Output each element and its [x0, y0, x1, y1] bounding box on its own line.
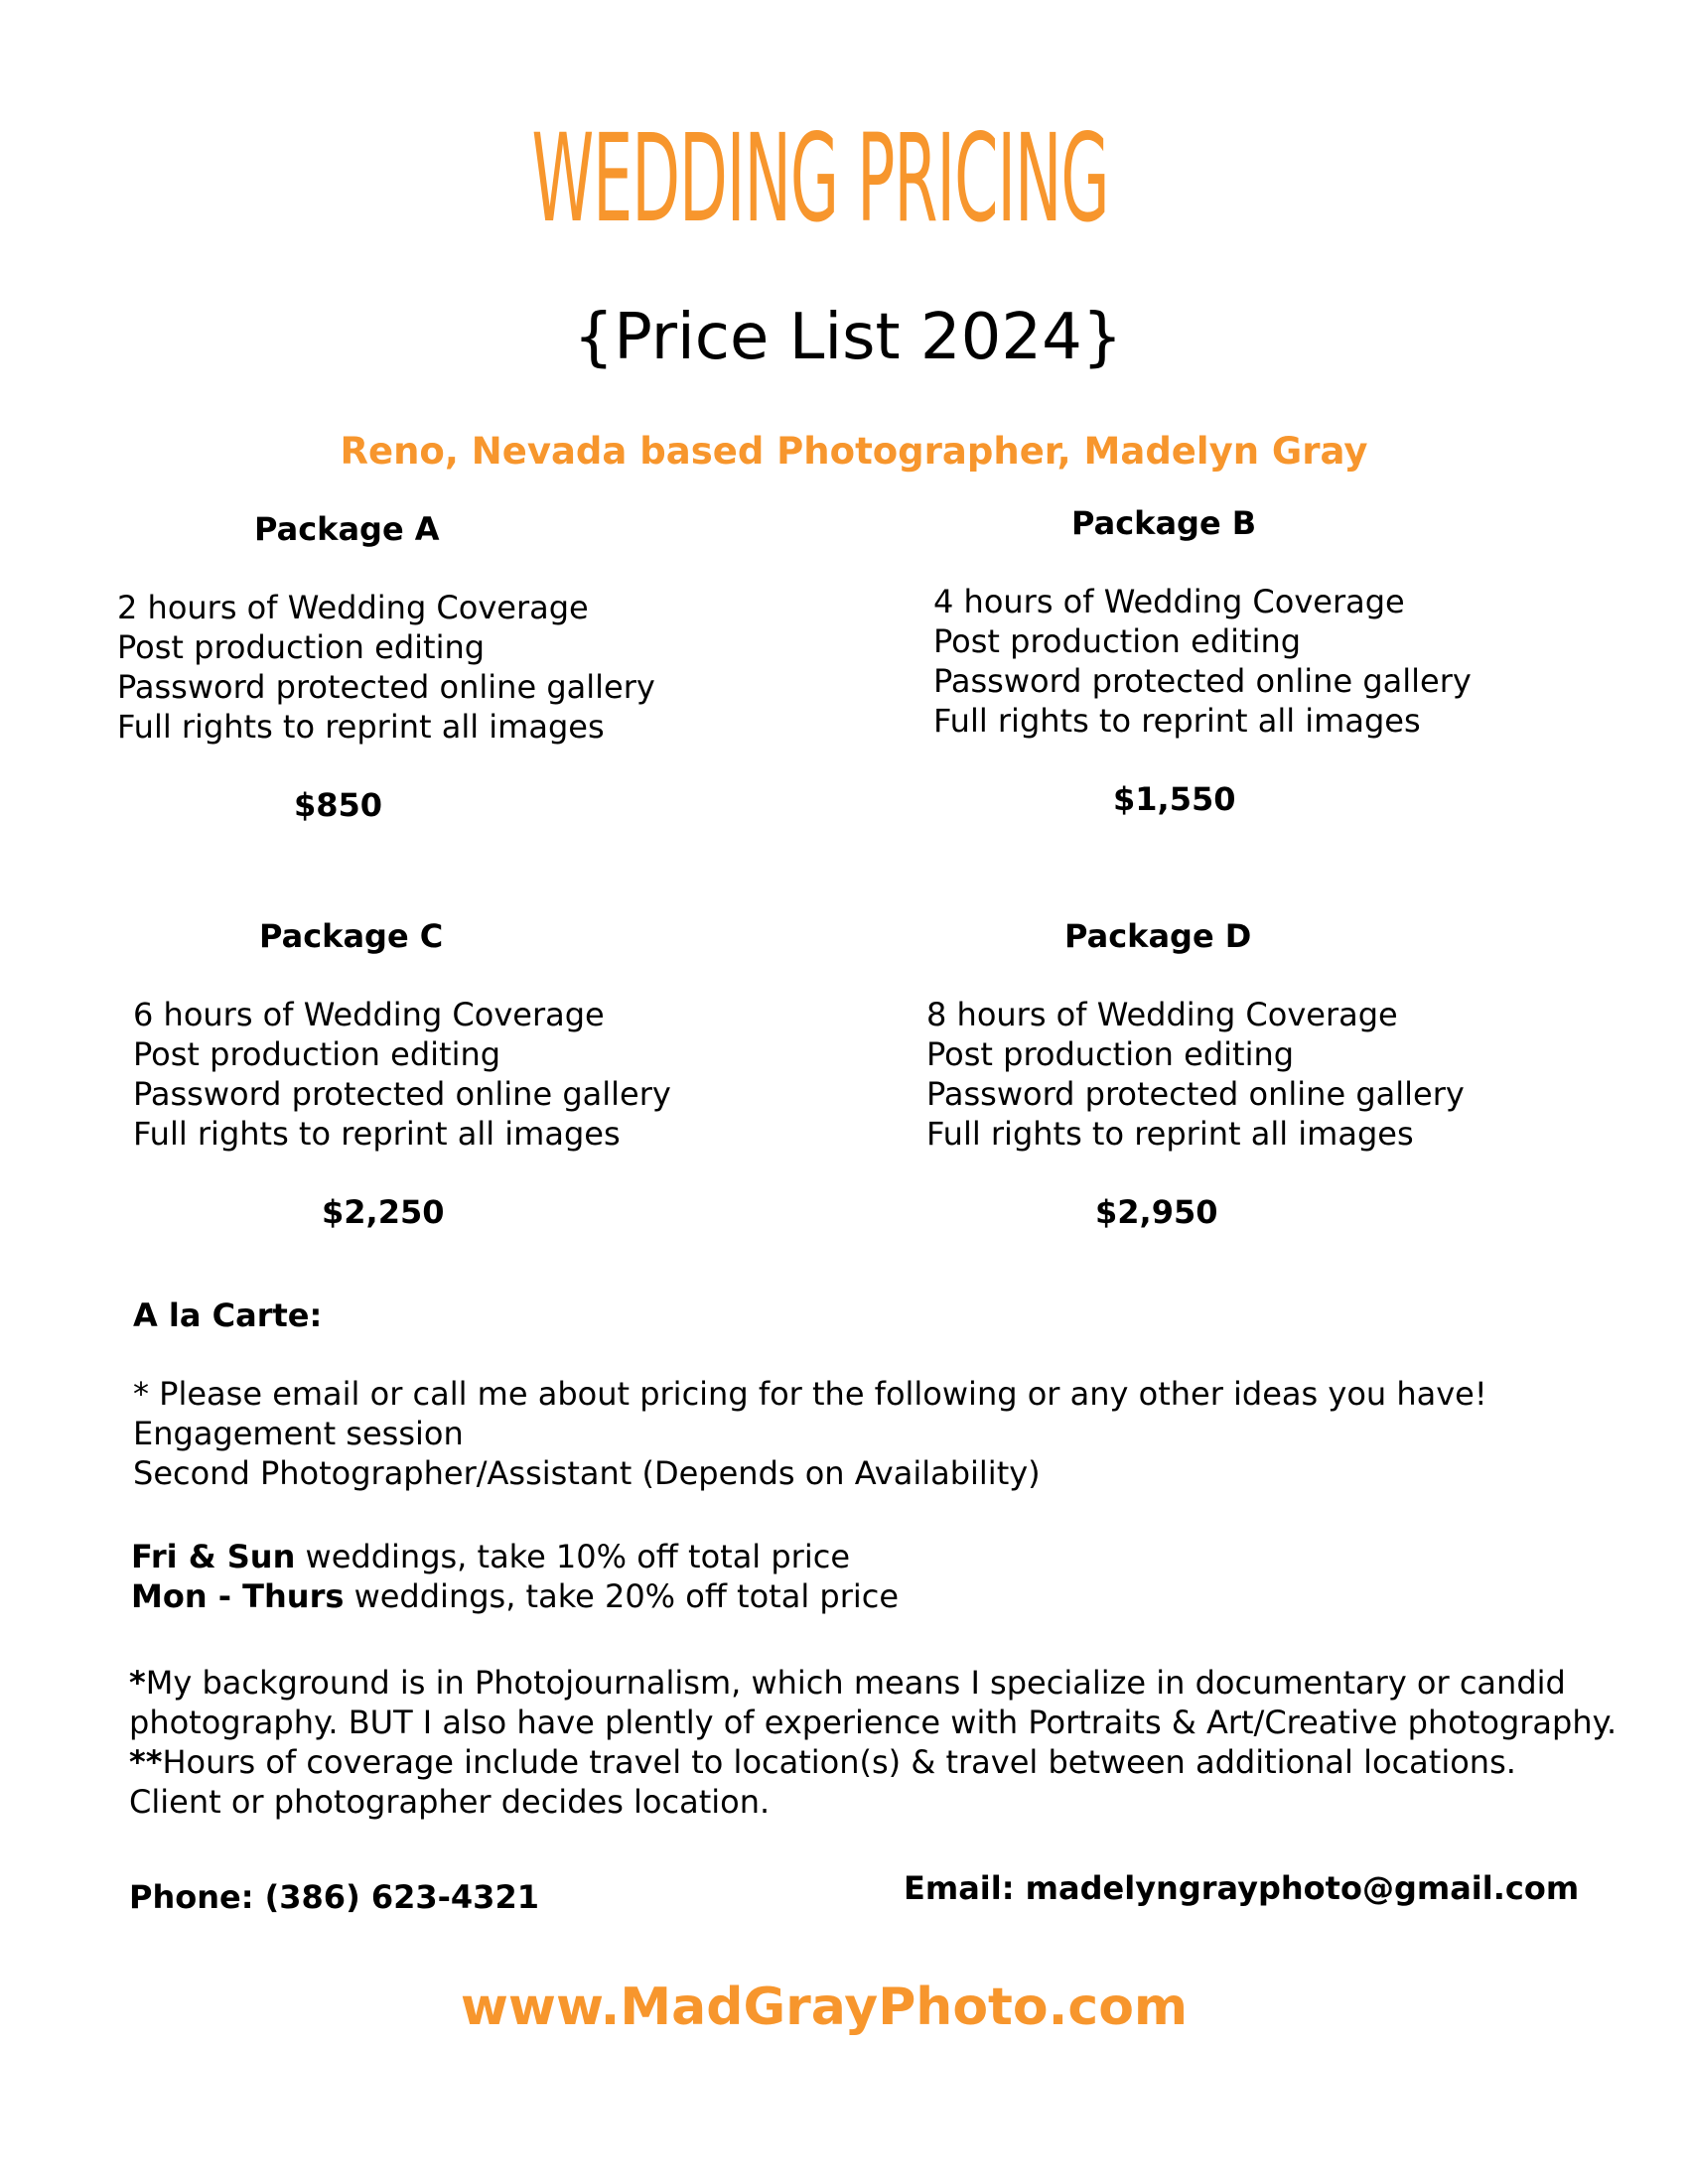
discount-text: weddings, take 10% off total price — [295, 1538, 850, 1575]
notes — [129, 1663, 1617, 1822]
tagline: Reno, Nevada based Photographer, Madelyn Gray — [340, 430, 1368, 473]
discount-text: weddings, take 20% off total price — [344, 1577, 900, 1615]
package-a-feature: 2 hours of Wedding Coverage — [117, 589, 589, 626]
package-b-feature: Password protected online gallery — [933, 662, 1472, 700]
package-b-feature: 4 hours of Wedding Coverage — [933, 583, 1405, 620]
hours-note-line — [129, 1742, 1617, 1782]
page-subtitle — [0, 298, 1688, 377]
hours-note-line: Client or photographer decides location. — [129, 1783, 771, 1821]
phone-number: Phone: (386) 623-4321 — [129, 1878, 539, 1916]
package-d-feature: Post production editing — [926, 1035, 1295, 1073]
background-note-line: photography. BUT I also have plently of experience with Portraits & Art/Creative photography. — [129, 1704, 1618, 1741]
package-c-feature: Post production editing — [133, 1035, 501, 1073]
package-c-price: $2,250 — [322, 1193, 445, 1231]
package-a-features — [117, 588, 655, 747]
package-a-feature: Password protected online gallery — [117, 668, 655, 706]
a-la-carte-section — [133, 1374, 1487, 1493]
package-b-title: Package B — [1071, 504, 1257, 542]
package-d-feature: Password protected online gallery — [926, 1075, 1465, 1113]
discount-line — [131, 1576, 899, 1616]
package-d-feature: 8 hours of Wedding Coverage — [926, 996, 1398, 1033]
package-a-title: Package A — [254, 510, 440, 548]
note-text: Hours of coverage include travel to location(s) & travel between additional locations. — [162, 1743, 1516, 1781]
package-d-price: $2,950 — [1095, 1193, 1218, 1231]
package-c-feature: Password protected online gallery — [133, 1075, 671, 1113]
page-title: WEDDING PRICING — [531, 108, 1109, 249]
a-la-carte-item: Second Photographer/Assistant (Depends on Availability) — [133, 1454, 1041, 1492]
discount-days: Fri & Sun — [131, 1538, 296, 1575]
a-la-carte-item: Engagement session — [133, 1415, 464, 1452]
website-link[interactable]: www.MadGrayPhoto.com — [460, 1978, 1189, 2037]
package-a-feature: Full rights to reprint all images — [117, 708, 605, 746]
background-note-line — [129, 1663, 1617, 1703]
package-c-title: Package C — [259, 917, 444, 955]
package-b-price: $1,550 — [1113, 780, 1236, 818]
discount-line — [131, 1537, 899, 1576]
package-b-feature: Full rights to reprint all images — [933, 702, 1421, 740]
package-b-features — [933, 582, 1472, 741]
discount-days: Mon - Thurs — [131, 1577, 345, 1615]
a-la-carte-note: * Please email or call me about pricing for the following or any other ideas you have! — [133, 1375, 1487, 1413]
discounts — [131, 1537, 899, 1616]
subtitle-text: {Price List 2024} — [573, 301, 1123, 374]
email-address[interactable]: Email: madelyngrayphoto@gmail.com — [904, 1869, 1580, 1907]
package-a-price: $850 — [294, 786, 383, 824]
package-b-feature: Post production editing — [933, 622, 1302, 660]
a-la-carte-heading: A la Carte: — [133, 1297, 323, 1334]
package-c-features — [133, 995, 671, 1154]
note-marker: ** — [129, 1743, 163, 1781]
package-c-feature: 6 hours of Wedding Coverage — [133, 996, 605, 1033]
package-d-features — [926, 995, 1465, 1154]
package-c-feature: Full rights to reprint all images — [133, 1115, 621, 1153]
note-marker: * — [129, 1664, 146, 1702]
package-d-feature: Full rights to reprint all images — [926, 1115, 1414, 1153]
package-d-title: Package D — [1064, 917, 1252, 955]
package-a-feature: Post production editing — [117, 628, 486, 666]
note-text: My background is in Photojournalism, which means I specialize in documentary or candid — [145, 1664, 1566, 1702]
